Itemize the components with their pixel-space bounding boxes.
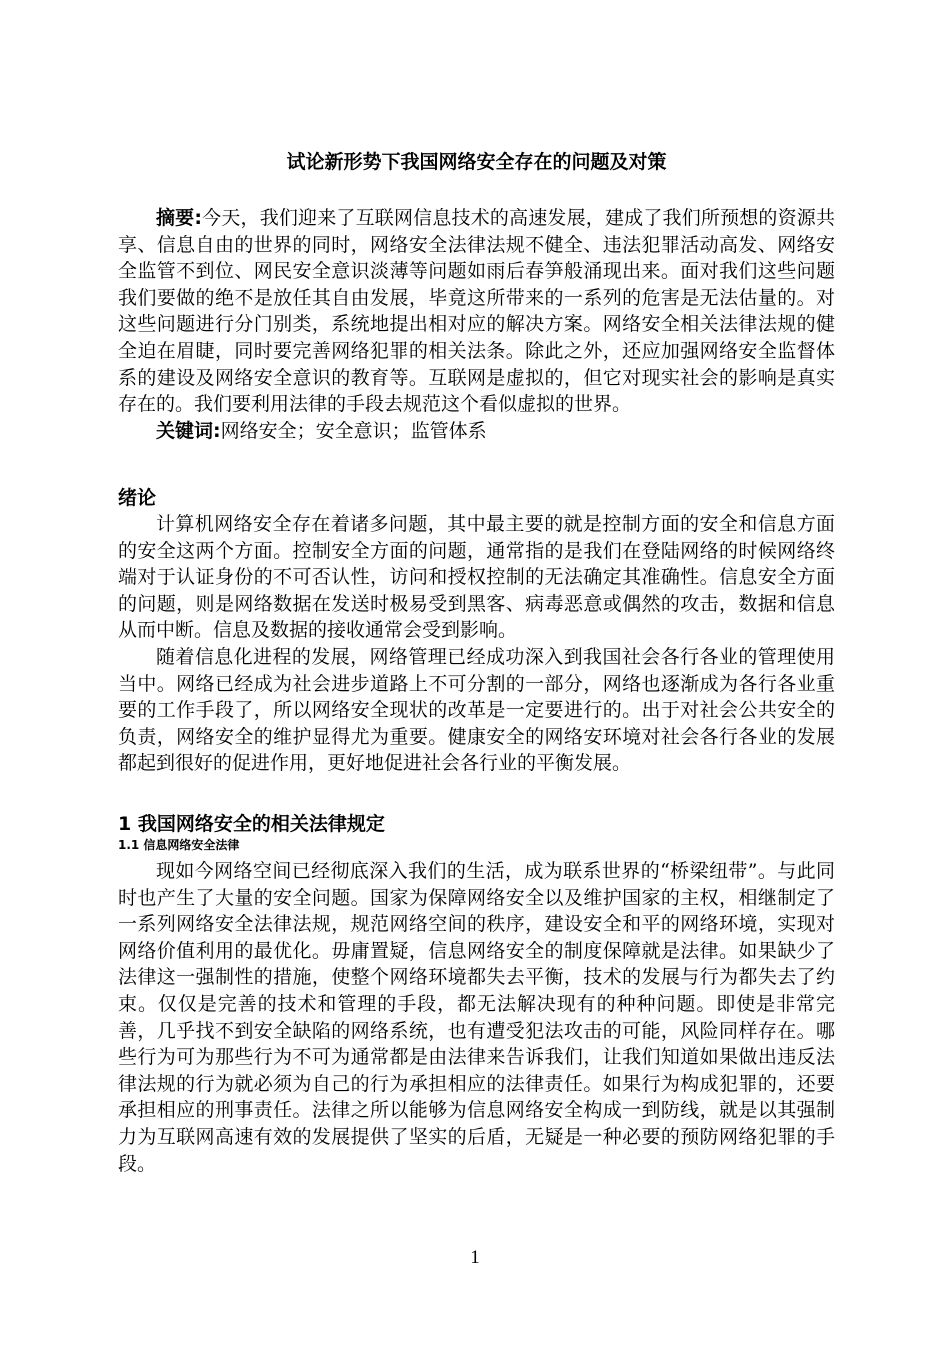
keywords-text: 网络安全；安全意识；监管体系 [220,419,487,442]
abstract-text: 今天，我们迎来了互联网信息技术的高速发展，建成了我们所预想的资源共享、信息自由的世界的同时，网络安全法律法规不健全、违法犯罪活动高发、网络安全监管不到位、网民安全意识淡薄等问题如雨后春笋般涌现出来。面对我们这些问题我们要做的绝不是放任其自由发展，毕竟这所带来的一系列的危害是无法估量的。对这些问题进行分门别类，系统地提出相对应的解决方案。网络安全相关法律法规的健全迫在眉睫，同时要完善网络犯罪的相关法条。除此之外，还应加强网络安全监督体系的建设及网络安全意识的教育等。互联网是虚拟的，但它对现实社会的影响是真实存在的。我们要利用法律的手段去规范这个看似虚拟的世界。 [118,207,835,416]
keywords-label: 关键词: [156,419,221,442]
section-1-1-paragraph: 现如今网络空间已经彻底深入我们的生活，成为联系世界的“桥梁纽带”。与此同时也产生了大量的安全问题。国家为保障网络安全以及维护国家的主权，相继制定了一系列网络安全法律法规，规范网络空间的秩序，建设安全和平的网络环境，实现对网络价值利用的最优化。毋庸置疑，信息网络安全的制度保障就是法律。如果缺少了法律这一强制性的措施，使整个网络环境都失去平衡，技术的发展与行为都失去了约束。仅仅是完善的技术和管理的手段，都无法解决现有的种种问题。即使是非常完善，几乎找不到安全缺陷的网络系统，也有遭受犯法攻击的可能，风险同样存在。哪些行为可为那些行为不可为通常都是由法律来告诉我们，让我们知道如果做出违反法律法规的行为就必须为自己的行为承担相应的法律责任。如果行为构成犯罪的，还要承担相应的刑事责任。法律之所以能够为信息网络安全构成一到防线，就是以其强制力为互联网高速有效的发展提供了坚实的后盾，无疑是一种必要的预防网络犯罪的手段。 [118,860,835,1175]
abstract-section [118,205,835,444]
section-1-1-heading: 1.1 信息网络安全法律 [118,838,240,852]
intro-section [118,511,835,777]
page-number: 1 [470,1247,480,1268]
abstract-paragraph [118,205,835,418]
keywords-paragraph [118,418,835,445]
document-title: 试论新形势下我国网络安全存在的问题及对策 [286,151,667,173]
section-1-1-body [118,858,835,1177]
intro-paragraph-1: 计算机网络安全存在着诸多问题，其中最主要的就是控制方面的安全和信息方面的安全这两个方面。控制安全方面的问题，通常指的是我们在登陆网络的时候网络终端对于认证身份的不可否认性，访问和授权控制的无法确定其准确性。信息安全方面的问题，则是网络数据在发送时极易受到黑客、病毒恶意或偶然的攻击，数据和信息从而中断。信息及数据的接收通常会受到影响。 [118,513,835,642]
section-1-heading: 1 我国网络安全的相关法律规定 [118,813,385,835]
intro-heading: 绪论 [118,487,157,509]
abstract-label: 摘要: [156,207,202,229]
intro-paragraph-2: 随着信息化进程的发展，网络管理已经成功深入到我国社会各行各业的管理使用当中。网络已经成为社会进步道路上不可分割的一部分，网络也逐渐成为各行各业重要的工作手段了，所以网络安全现状的改革是一定要进行的。出于对社会公共安全的负责，网络安全的维护显得尤为重要。健康安全的网络安环境对社会各行各业的发展都起到很好的促进作用，更好地促进社会各行业的平衡发展。 [118,645,835,775]
